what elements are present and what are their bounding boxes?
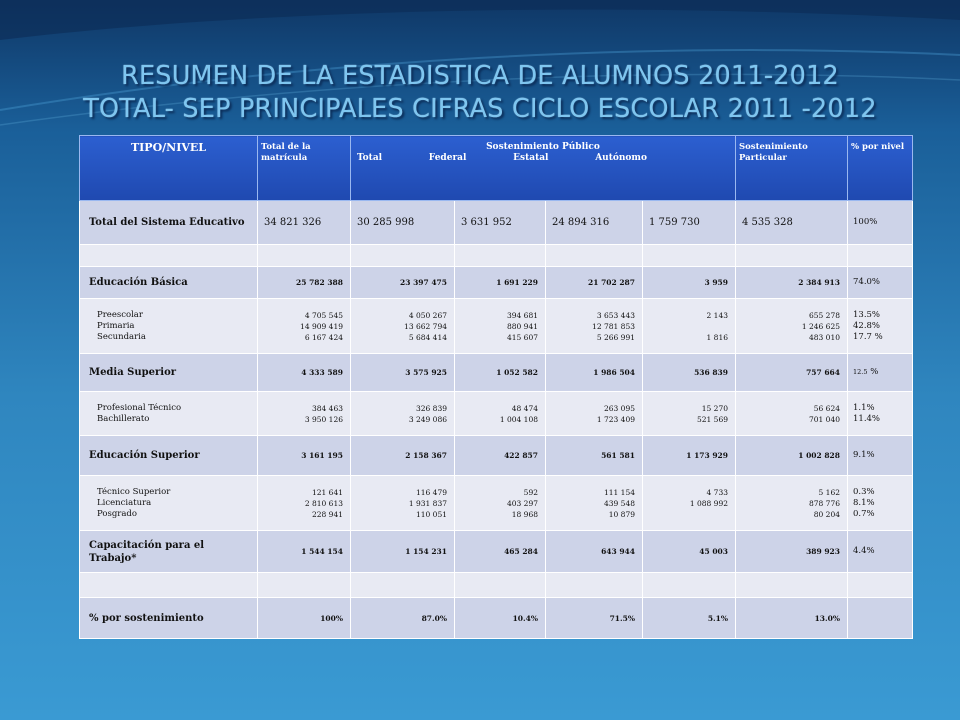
cell-estatal: 71.5% xyxy=(546,598,643,639)
cell-particular: 389 923 xyxy=(736,531,848,573)
cell-total: 3 161 195 xyxy=(258,436,351,476)
cell-estatal: 24 894 316 xyxy=(546,201,643,245)
cell-estatal: 643 944 xyxy=(546,531,643,573)
cell-estatal: 111 154 439 548 10 879 xyxy=(546,476,643,531)
cell-federal: 465 284 xyxy=(455,531,546,573)
cell-particular: 757 664 xyxy=(736,354,848,392)
cell-estatal: 263 095 1 723 409 xyxy=(546,392,643,436)
cell-estatal: 1 986 504 xyxy=(546,354,643,392)
row-sublevels: Técnico Superior Licenciatura Posgrado xyxy=(80,476,258,531)
cell-total: 25 782 388 xyxy=(258,267,351,299)
cell-pct: 74.0% xyxy=(848,267,913,299)
table-row-porcentaje xyxy=(80,598,913,639)
row-name: Media Superior xyxy=(80,354,258,392)
cell-particular: 56 624 701 040 xyxy=(736,392,848,436)
cell-autonomo: 5.1% xyxy=(643,598,736,639)
table-row-basica-detail xyxy=(80,299,913,354)
cell-pub-total: 30 285 998 xyxy=(351,201,455,245)
cell-particular: 1 002 828 xyxy=(736,436,848,476)
cell-federal: 3 631 952 xyxy=(455,201,546,245)
table-row-sistema xyxy=(80,201,913,245)
cell-particular: 655 278 1 246 625 483 010 xyxy=(736,299,848,354)
cell-particular: 13.0% xyxy=(736,598,848,639)
row-sublevels: Profesional Técnico Bachillerato xyxy=(80,392,258,436)
cell-pct xyxy=(848,598,913,639)
header-publico-subcolumns xyxy=(357,153,647,164)
table-row-superior xyxy=(80,436,913,476)
title-line-1: RESUMEN DE LA ESTADISTICA DE ALUMNOS 2011-2012 xyxy=(121,61,839,91)
cell-pct: 12.5 % xyxy=(848,354,913,392)
cell-autonomo: 1 173 929 xyxy=(643,436,736,476)
cell-autonomo: 15 270 521 569 xyxy=(643,392,736,436)
cell-pct: 4.4% xyxy=(848,531,913,573)
slide-title xyxy=(0,60,960,126)
cell-estatal: 3 653 443 12 781 853 5 266 991 xyxy=(546,299,643,354)
header-pct-nivel: % por nivel xyxy=(848,136,913,201)
cell-pub-total: 4 050 267 13 662 794 5 684 414 xyxy=(351,299,455,354)
cell-total: 34 821 326 xyxy=(258,201,351,245)
cell-total: 4 705 545 14 909 419 6 167 424 xyxy=(258,299,351,354)
cell-pub-total: 116 479 1 931 837 110 051 xyxy=(351,476,455,531)
cell-federal: 394 681 880 941 415 607 xyxy=(455,299,546,354)
cell-particular: 2 384 913 xyxy=(736,267,848,299)
cell-federal: 1 691 229 xyxy=(455,267,546,299)
cell-total: 1 544 154 xyxy=(258,531,351,573)
header-publico-title: Sostenimiento Público xyxy=(486,142,600,152)
cell-total: 384 463 3 950 126 xyxy=(258,392,351,436)
table-row-empty xyxy=(80,245,913,267)
cell-total: 4 333 589 xyxy=(258,354,351,392)
row-name: Total del Sistema Educativo xyxy=(80,201,258,245)
cell-pub-total: 23 397 475 xyxy=(351,267,455,299)
cell-autonomo: 1 759 730 xyxy=(643,201,736,245)
cell-total: 100% xyxy=(258,598,351,639)
header-publico-total: Total xyxy=(357,153,383,163)
cell-autonomo: 2 143 1 816 xyxy=(643,299,736,354)
cell-pct: 9.1% xyxy=(848,436,913,476)
cell-federal: 422 857 xyxy=(455,436,546,476)
cell-federal: 10.4% xyxy=(455,598,546,639)
cell-pct: 13.5% 42.8% 17.7 % xyxy=(848,299,913,354)
table-row-superior-detail xyxy=(80,476,913,531)
cell-pub-total: 2 158 367 xyxy=(351,436,455,476)
cell-pub-total: 326 839 3 249 086 xyxy=(351,392,455,436)
cell-federal: 592 403 297 18 968 xyxy=(455,476,546,531)
cell-pct: 1.1% 11.4% xyxy=(848,392,913,436)
cell-particular: 5 162 878 776 80 204 xyxy=(736,476,848,531)
row-name: Capacitación para el Trabajo* xyxy=(80,531,258,573)
header-tipo-nivel: TIPO/NIVEL xyxy=(80,136,258,201)
cell-pub-total: 3 575 925 xyxy=(351,354,455,392)
statistics-table xyxy=(79,135,913,639)
cell-federal: 1 052 582 xyxy=(455,354,546,392)
cell-pct: 0.3% 8.1% 0.7% xyxy=(848,476,913,531)
table-row-empty xyxy=(80,573,913,598)
header-publico-estatal: Estatal xyxy=(513,153,549,163)
table-row-basica xyxy=(80,267,913,299)
cell-pub-total: 87.0% xyxy=(351,598,455,639)
row-name: % por sostenimiento xyxy=(80,598,258,639)
cell-federal: 48 474 1 004 108 xyxy=(455,392,546,436)
header-sostenimiento-publico xyxy=(351,136,736,201)
cell-autonomo: 4 733 1 088 992 xyxy=(643,476,736,531)
row-name: Educación Básica xyxy=(80,267,258,299)
cell-estatal: 561 581 xyxy=(546,436,643,476)
cell-particular: 4 535 328 xyxy=(736,201,848,245)
row-sublevels: Preescolar Primaria Secundaria xyxy=(80,299,258,354)
cell-pub-total: 1 154 231 xyxy=(351,531,455,573)
header-publico-federal: Federal xyxy=(428,153,467,163)
cell-pct: 100% xyxy=(848,201,913,245)
cell-estatal: 21 702 287 xyxy=(546,267,643,299)
row-name: Educación Superior xyxy=(80,436,258,476)
cell-autonomo: 536 839 xyxy=(643,354,736,392)
table-row-media xyxy=(80,354,913,392)
title-line-2: TOTAL- SEP PRINCIPALES CIFRAS CICLO ESCOLAR 2011 -2012 xyxy=(83,94,877,124)
table-row-capacitacion xyxy=(80,531,913,573)
header-sostenimiento-particular: Sostenimiento Particular xyxy=(736,136,848,201)
cell-total: 121 641 2 810 613 228 941 xyxy=(258,476,351,531)
header-publico-autonomo: Autónomo xyxy=(595,153,647,163)
table-header-row xyxy=(80,136,913,201)
header-total-matricula: Total de la matrícula xyxy=(258,136,351,201)
cell-autonomo: 45 003 xyxy=(643,531,736,573)
table-row-media-detail xyxy=(80,392,913,436)
cell-autonomo: 3 959 xyxy=(643,267,736,299)
